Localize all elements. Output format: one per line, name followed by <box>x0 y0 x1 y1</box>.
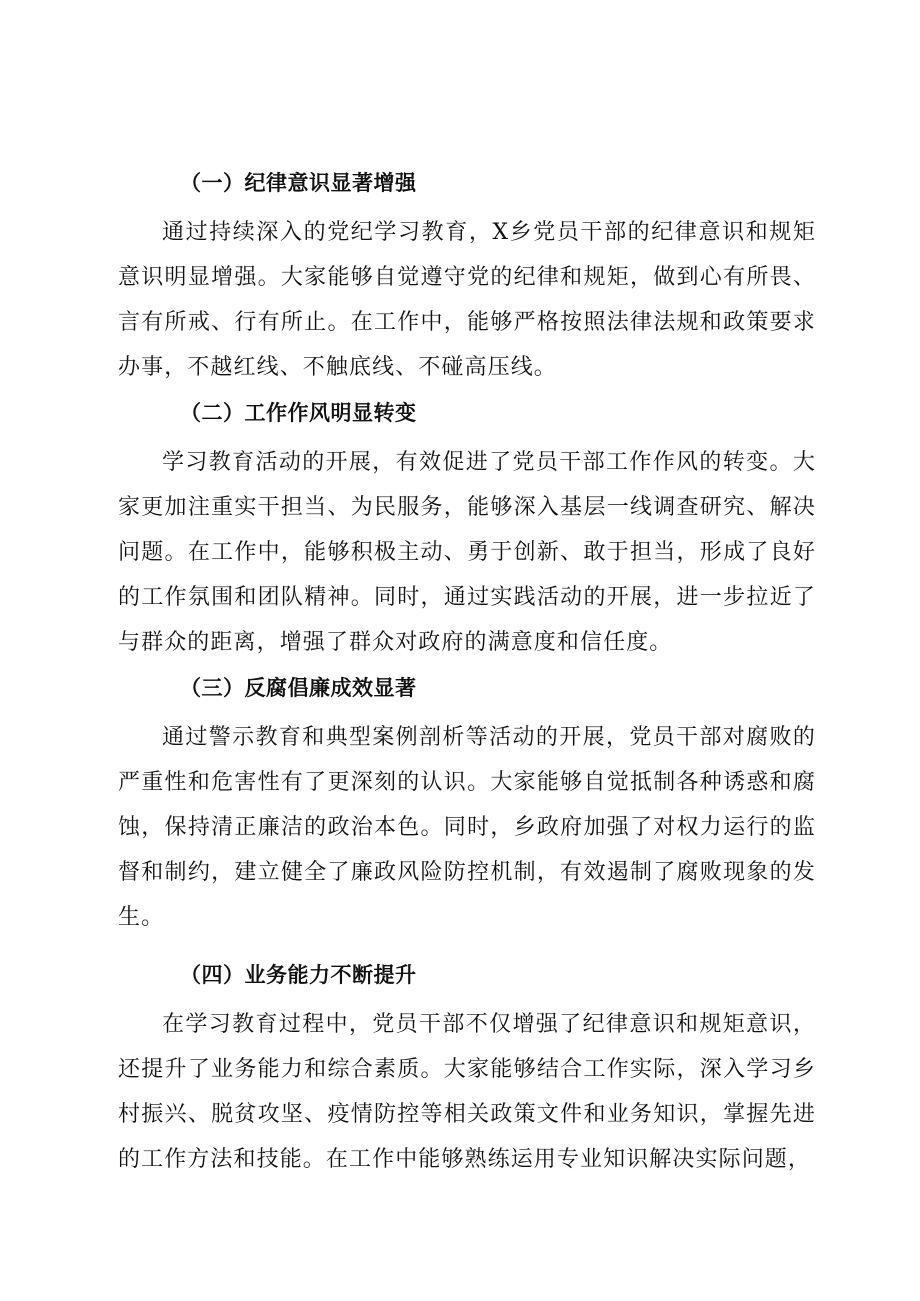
section-heading-3: （三）反腐倡廉成效显著 <box>180 676 417 700</box>
section-paragraph-2: 学习教育活动的开展，有效促进了党员干部工作作风的转变。大家更加注重实干担当、为民服务，能够深入基层一线调查研究、解决问题。在工作中，能够积极主动、勇于创新、敢于担当，形成了良好的工作氛围和团队精神。同时，通过实践活动的开展，进一步拉近了与群众的距离，增强了群众对政府的满意度和信任度。 <box>118 450 816 655</box>
section-heading-2: （二）工作作风明显转变 <box>180 401 417 425</box>
section-paragraph-3: 通过警示教育和典型案例剖析等活动的开展，党员干部对腐败的严重性和危害性有了更深刻的认识。大家能够自觉抵制各种诱惑和腐蚀，保持清正廉洁的政治本色。同时，乡政府加强了对权力运行的监督和制约，建立健全了廉政风险防控机制，有效遏制了腐败现象的发生。 <box>118 725 816 930</box>
section-paragraph-1: 通过持续深入的党纪学习教育，X乡党员干部的纪律意识和规矩意识明显增强。大家能够自觉遵守党的纪律和规矩，做到心有所畏、言有所戒、行有所止。在工作中，能够严格按照法律法规和政策要求办事，不越红线、不触底线、不碰高压线。 <box>118 220 816 380</box>
section-heading-4: （四）业务能力不断提升 <box>180 963 417 987</box>
section-paragraph-4: 在学习教育过程中，党员干部不仅增强了纪律意识和规矩意识，还提升了业务能力和综合素质。大家能够结合工作实际，深入学习乡村振兴、脱贫攻坚、疫情防控等相关政策文件和业务知识，掌握先进的工作方法和技能。在工作中能够熟练运用专业知识解决实际问题， <box>118 1012 816 1172</box>
section-heading-1: （一）纪律意识显著增强 <box>180 171 417 195</box>
document-body <box>118 160 816 1182</box>
